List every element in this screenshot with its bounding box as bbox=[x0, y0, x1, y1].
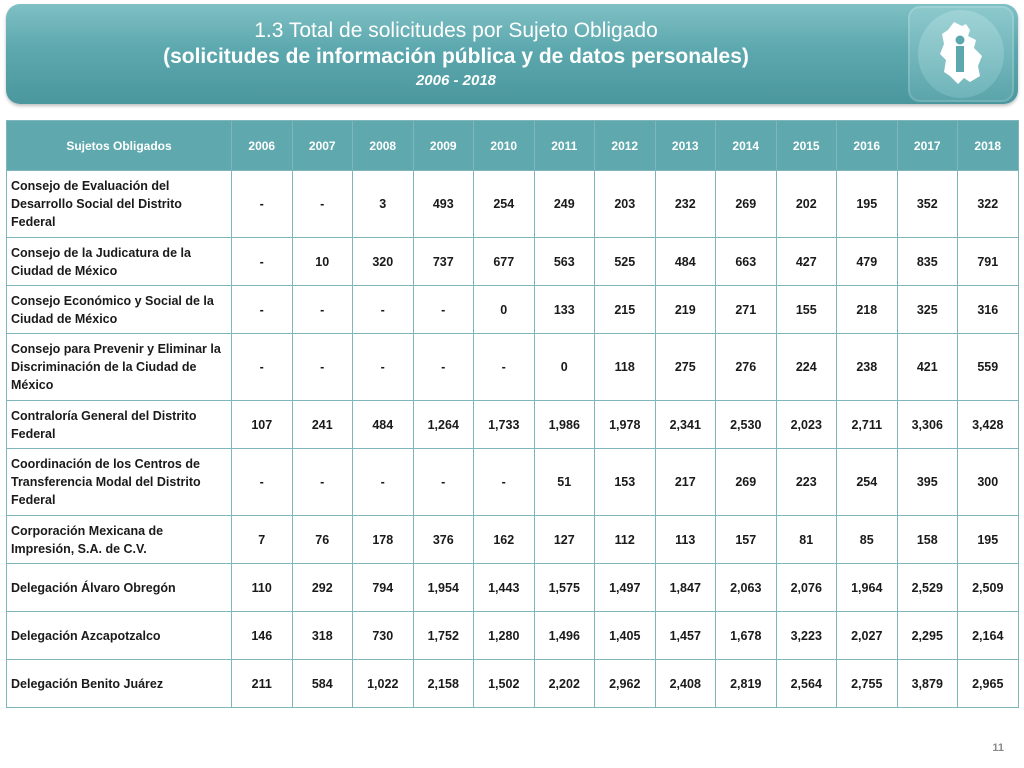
value-cell: 376 bbox=[413, 516, 474, 564]
value-cell: 1,022 bbox=[353, 660, 414, 708]
row-name-cell: Coordinación de los Centros de Transferencia Modal del Distrito Federal bbox=[7, 449, 232, 516]
column-header-year: 2014 bbox=[716, 121, 777, 171]
value-cell: 146 bbox=[232, 612, 293, 660]
value-cell: 153 bbox=[595, 449, 656, 516]
cdmx-map-icon bbox=[936, 20, 986, 86]
value-cell: 559 bbox=[958, 334, 1019, 401]
value-cell: 1,954 bbox=[413, 564, 474, 612]
value-cell: 1,964 bbox=[837, 564, 898, 612]
value-cell: 238 bbox=[837, 334, 898, 401]
row-name-cell: Consejo de la Judicatura de la Ciudad de México bbox=[7, 238, 232, 286]
value-cell: 3,223 bbox=[776, 612, 837, 660]
value-cell: 2,202 bbox=[534, 660, 595, 708]
value-cell: 1,497 bbox=[595, 564, 656, 612]
value-cell: 232 bbox=[655, 171, 716, 238]
value-cell: 584 bbox=[292, 660, 353, 708]
value-cell: 427 bbox=[776, 238, 837, 286]
value-cell: 1,752 bbox=[413, 612, 474, 660]
value-cell: 241 bbox=[292, 401, 353, 449]
value-cell: 107 bbox=[232, 401, 293, 449]
table-row bbox=[7, 286, 1019, 334]
title-line-1: 1.3 Total de solicitudes por Sujeto Obligado bbox=[254, 19, 658, 42]
value-cell: 2,819 bbox=[716, 660, 777, 708]
requests-table bbox=[6, 120, 1019, 708]
column-header-year: 2012 bbox=[595, 121, 656, 171]
value-cell: 0 bbox=[534, 334, 595, 401]
value-cell: 1,264 bbox=[413, 401, 474, 449]
value-cell: 1,978 bbox=[595, 401, 656, 449]
value-cell: 1,678 bbox=[716, 612, 777, 660]
row-name-cell: Consejo de Evaluación del Desarrollo Social del Distrito Federal bbox=[7, 171, 232, 238]
value-cell: 76 bbox=[292, 516, 353, 564]
value-cell: - bbox=[353, 449, 414, 516]
value-cell: 219 bbox=[655, 286, 716, 334]
value-cell: 2,564 bbox=[776, 660, 837, 708]
value-cell: 162 bbox=[474, 516, 535, 564]
column-header-year: 2008 bbox=[353, 121, 414, 171]
value-cell: - bbox=[232, 334, 293, 401]
value-cell: 525 bbox=[595, 238, 656, 286]
table-row bbox=[7, 660, 1019, 708]
value-cell: 51 bbox=[534, 449, 595, 516]
value-cell: 1,405 bbox=[595, 612, 656, 660]
value-cell: 791 bbox=[958, 238, 1019, 286]
column-header-year: 2017 bbox=[897, 121, 958, 171]
value-cell: 218 bbox=[837, 286, 898, 334]
table-row bbox=[7, 334, 1019, 401]
value-cell: 292 bbox=[292, 564, 353, 612]
column-header-year: 2007 bbox=[292, 121, 353, 171]
value-cell: 2,408 bbox=[655, 660, 716, 708]
column-header-year: 2013 bbox=[655, 121, 716, 171]
value-cell: 112 bbox=[595, 516, 656, 564]
value-cell: - bbox=[292, 449, 353, 516]
value-cell: 730 bbox=[353, 612, 414, 660]
value-cell: - bbox=[413, 286, 474, 334]
value-cell: 1,733 bbox=[474, 401, 535, 449]
value-cell: 2,063 bbox=[716, 564, 777, 612]
value-cell: - bbox=[232, 238, 293, 286]
value-cell: - bbox=[474, 449, 535, 516]
value-cell: 276 bbox=[716, 334, 777, 401]
value-cell: - bbox=[413, 449, 474, 516]
value-cell: 316 bbox=[958, 286, 1019, 334]
table-header-row bbox=[7, 121, 1019, 171]
page-number: 11 bbox=[992, 742, 1004, 754]
value-cell: 2,158 bbox=[413, 660, 474, 708]
title-line-2: (solicitudes de información pública y de datos personales) bbox=[163, 45, 749, 68]
value-cell: 2,341 bbox=[655, 401, 716, 449]
value-cell: 269 bbox=[716, 449, 777, 516]
value-cell: 127 bbox=[534, 516, 595, 564]
value-cell: 2,027 bbox=[837, 612, 898, 660]
value-cell: - bbox=[232, 286, 293, 334]
value-cell: - bbox=[413, 334, 474, 401]
value-cell: - bbox=[474, 334, 535, 401]
value-cell: 2,530 bbox=[716, 401, 777, 449]
value-cell: 2,164 bbox=[958, 612, 1019, 660]
value-cell: 118 bbox=[595, 334, 656, 401]
column-header-year: 2016 bbox=[837, 121, 898, 171]
value-cell: 195 bbox=[837, 171, 898, 238]
value-cell: 2,755 bbox=[837, 660, 898, 708]
value-cell: - bbox=[232, 449, 293, 516]
value-cell: 3,306 bbox=[897, 401, 958, 449]
value-cell: 113 bbox=[655, 516, 716, 564]
value-cell: 223 bbox=[776, 449, 837, 516]
value-cell: 322 bbox=[958, 171, 1019, 238]
value-cell: 217 bbox=[655, 449, 716, 516]
value-cell: 202 bbox=[776, 171, 837, 238]
value-cell: 395 bbox=[897, 449, 958, 516]
value-cell: 300 bbox=[958, 449, 1019, 516]
table-row bbox=[7, 238, 1019, 286]
value-cell: 155 bbox=[776, 286, 837, 334]
value-cell: 2,295 bbox=[897, 612, 958, 660]
row-name-cell: Consejo para Prevenir y Eliminar la Discriminación de la Ciudad de México bbox=[7, 334, 232, 401]
value-cell: 2,962 bbox=[595, 660, 656, 708]
value-cell: 85 bbox=[837, 516, 898, 564]
value-cell: 493 bbox=[413, 171, 474, 238]
value-cell: 2,023 bbox=[776, 401, 837, 449]
table-row bbox=[7, 171, 1019, 238]
column-header-year: 2015 bbox=[776, 121, 837, 171]
slide-title bbox=[6, 4, 906, 92]
column-header-year: 2006 bbox=[232, 121, 293, 171]
title-period: 2006 - 2018 bbox=[415, 72, 497, 89]
value-cell: 1,847 bbox=[655, 564, 716, 612]
value-cell: 484 bbox=[655, 238, 716, 286]
row-name-cell: Delegación Álvaro Obregón bbox=[7, 564, 232, 612]
value-cell: 81 bbox=[776, 516, 837, 564]
value-cell: - bbox=[292, 334, 353, 401]
column-header-name: Sujetos Obligados bbox=[7, 121, 232, 171]
table-row bbox=[7, 612, 1019, 660]
value-cell: 325 bbox=[897, 286, 958, 334]
value-cell: 269 bbox=[716, 171, 777, 238]
value-cell: - bbox=[353, 286, 414, 334]
value-cell: - bbox=[292, 286, 353, 334]
table-row bbox=[7, 564, 1019, 612]
column-header-year: 2009 bbox=[413, 121, 474, 171]
value-cell: 203 bbox=[595, 171, 656, 238]
value-cell: 835 bbox=[897, 238, 958, 286]
value-cell: 320 bbox=[353, 238, 414, 286]
value-cell: 7 bbox=[232, 516, 293, 564]
value-cell: 10 bbox=[292, 238, 353, 286]
value-cell: 178 bbox=[353, 516, 414, 564]
value-cell: 1,443 bbox=[474, 564, 535, 612]
value-cell: 158 bbox=[897, 516, 958, 564]
value-cell: 2,965 bbox=[958, 660, 1019, 708]
value-cell: 3,428 bbox=[958, 401, 1019, 449]
value-cell: 211 bbox=[232, 660, 293, 708]
row-name-cell: Corporación Mexicana de Impresión, S.A. de C.V. bbox=[7, 516, 232, 564]
value-cell: 737 bbox=[413, 238, 474, 286]
value-cell: 2,711 bbox=[837, 401, 898, 449]
value-cell: 254 bbox=[474, 171, 535, 238]
value-cell: 157 bbox=[716, 516, 777, 564]
value-cell: 1,280 bbox=[474, 612, 535, 660]
value-cell: 663 bbox=[716, 238, 777, 286]
row-name-cell: Consejo Económico y Social de la Ciudad de México bbox=[7, 286, 232, 334]
value-cell: 2,076 bbox=[776, 564, 837, 612]
value-cell: 1,457 bbox=[655, 612, 716, 660]
value-cell: 249 bbox=[534, 171, 595, 238]
row-name-cell: Delegación Benito Juárez bbox=[7, 660, 232, 708]
column-header-year: 2018 bbox=[958, 121, 1019, 171]
value-cell: 215 bbox=[595, 286, 656, 334]
row-name-cell: Contraloría General del Distrito Federal bbox=[7, 401, 232, 449]
row-name-cell: Delegación Azcapotzalco bbox=[7, 612, 232, 660]
value-cell: 3 bbox=[353, 171, 414, 238]
logo bbox=[908, 6, 1014, 102]
value-cell: 133 bbox=[534, 286, 595, 334]
value-cell: 0 bbox=[474, 286, 535, 334]
value-cell: 1,502 bbox=[474, 660, 535, 708]
value-cell: 1,575 bbox=[534, 564, 595, 612]
table-row bbox=[7, 516, 1019, 564]
table-row bbox=[7, 449, 1019, 516]
value-cell: - bbox=[353, 334, 414, 401]
value-cell: 1,496 bbox=[534, 612, 595, 660]
value-cell: 224 bbox=[776, 334, 837, 401]
value-cell: 195 bbox=[958, 516, 1019, 564]
value-cell: - bbox=[232, 171, 293, 238]
value-cell: 254 bbox=[837, 449, 898, 516]
table-row bbox=[7, 401, 1019, 449]
value-cell: 275 bbox=[655, 334, 716, 401]
value-cell: 3,879 bbox=[897, 660, 958, 708]
value-cell: 1,986 bbox=[534, 401, 595, 449]
value-cell: 271 bbox=[716, 286, 777, 334]
value-cell: 563 bbox=[534, 238, 595, 286]
value-cell: 110 bbox=[232, 564, 293, 612]
value-cell: 479 bbox=[837, 238, 898, 286]
value-cell: 318 bbox=[292, 612, 353, 660]
value-cell: 677 bbox=[474, 238, 535, 286]
value-cell: 794 bbox=[353, 564, 414, 612]
value-cell: 352 bbox=[897, 171, 958, 238]
value-cell: 421 bbox=[897, 334, 958, 401]
column-header-year: 2010 bbox=[474, 121, 535, 171]
value-cell: 484 bbox=[353, 401, 414, 449]
value-cell: 2,529 bbox=[897, 564, 958, 612]
value-cell: 2,509 bbox=[958, 564, 1019, 612]
value-cell: - bbox=[292, 171, 353, 238]
table-body bbox=[7, 171, 1019, 708]
column-header-year: 2011 bbox=[534, 121, 595, 171]
